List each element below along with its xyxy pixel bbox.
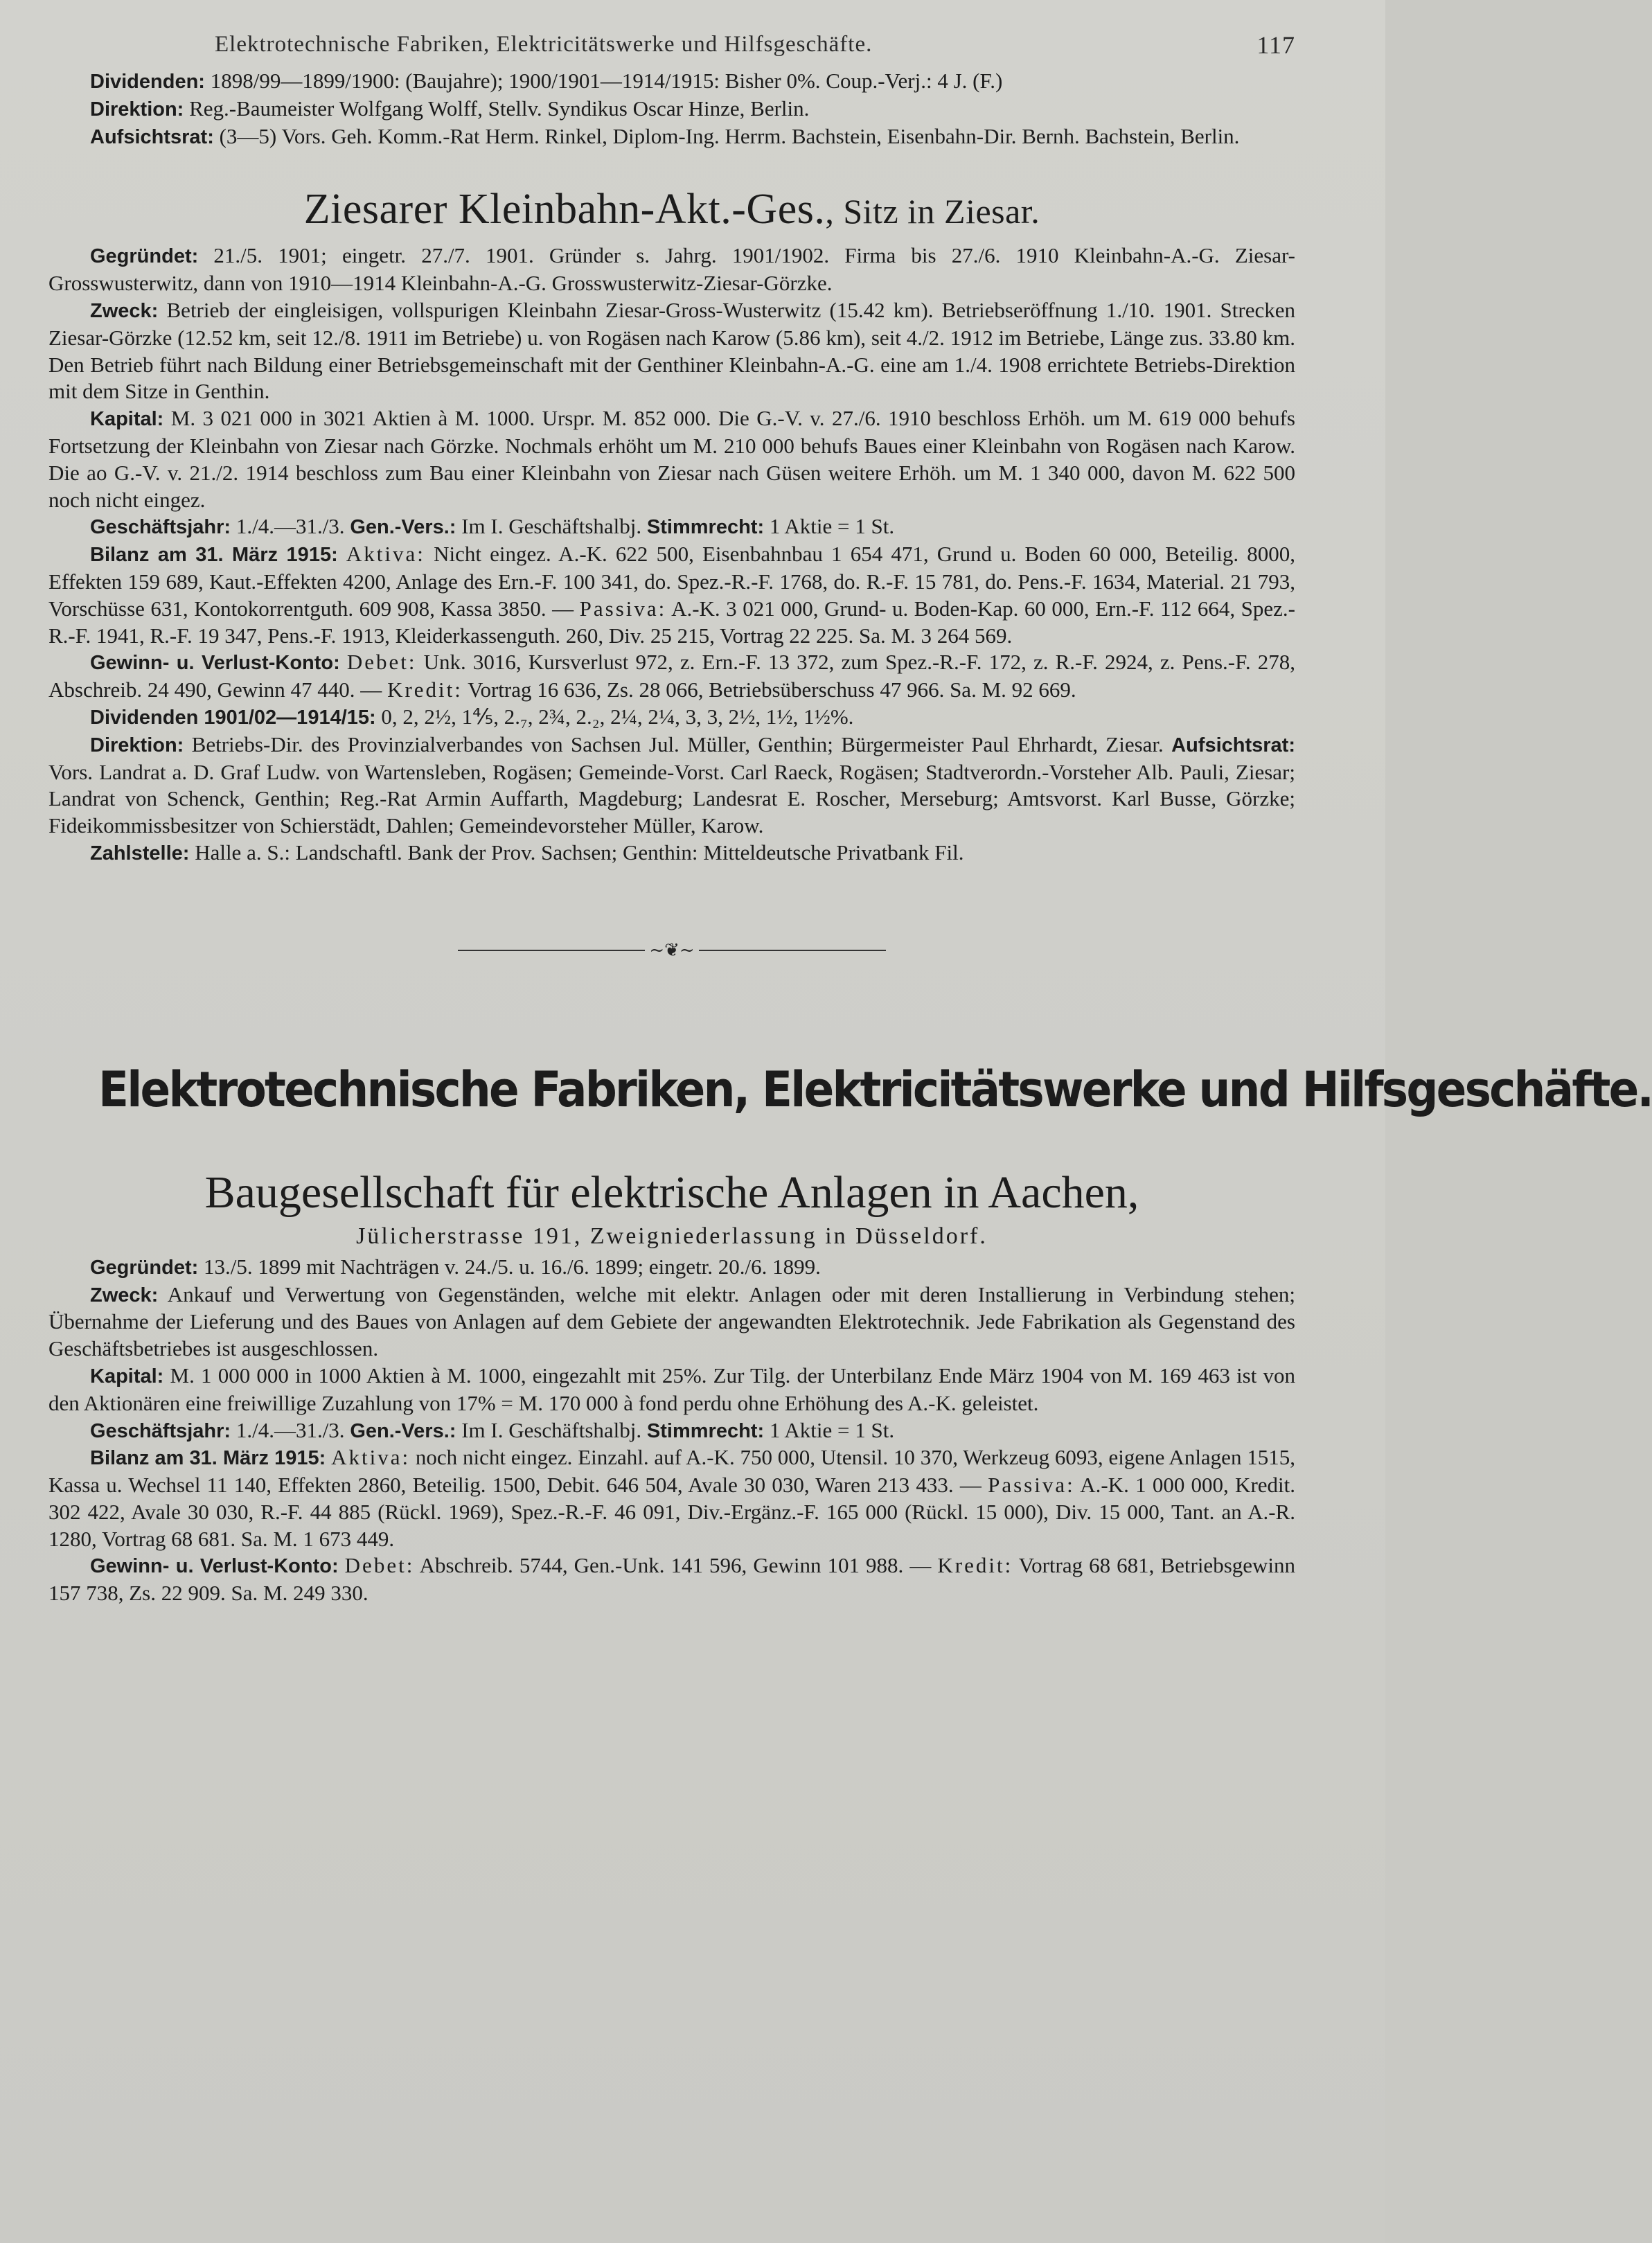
company-heading-ziesar xyxy=(48,185,1295,234)
stimmrecht-label: Stimmrecht: xyxy=(646,1419,765,1442)
direktion-label: Direktion: xyxy=(90,98,184,121)
gegruendet-paragraph xyxy=(48,1254,1295,1282)
aufsichtsrat-label: Aufsichtsrat: xyxy=(90,125,214,148)
debet-label: Debet: xyxy=(344,1553,415,1578)
guv-label: Gewinn- u. Verlust-Konto: xyxy=(90,652,340,675)
gegruendet-text: 21./5. 1901; eingetr. 27./7. 1901. Gründer s. Jahrg. 1901/1902. Firma bis 27./6. 1910 Kleinbahn-A.-G. Ziesar-Grosswusterwitz, dann von 1910—1914 Kleinbahn-A.-G. Grosswusterwitz-Ziesar-Görzke. xyxy=(48,243,1295,296)
dividenden-paragraph xyxy=(48,704,1295,732)
ornament-rule-right xyxy=(699,950,886,951)
guv-paragraph xyxy=(48,1552,1295,1607)
aufsichtsrat-text: (3—5) Vors. Geh. Komm.-Rat Herm. Rinkel, Diplom-Ing. Herrm. Bachstein, Eisenbahn-Dir. Bernh. Bachstein, Berlin. xyxy=(213,123,1240,148)
geschaeftsjahr-label: Geschäftsjahr: xyxy=(90,516,231,539)
debet-text: Unk. 3016, Kursverlust 972, z. Ern.-F. 13 372, zum Spez.-R.-F. 172, z. R.-F. 2924, z. Pens.-F. 278, Abschreib. 24 490, Gewinn 47 440. — xyxy=(48,650,1296,702)
zahlstelle-paragraph xyxy=(48,840,1295,867)
aktiva-text: Nicht eingez. A.-K. 622 500, Eisenbahnbau 1 654 471, Grund u. Boden 60 000, Beteilig. 8000, Effekten 159 689, Kaut.-Effekten 4200, Anlage des Ern.-F. 100 341, do. Spez.-R.-F. 1768, do. R.-F. 15 781, do. Pens.-F. 1634, Material. 21 793, Vorschüsse 631, Kontokorrentguth. 609 908, Kassa 3850. — xyxy=(48,542,1296,621)
flourish-icon: ~❦~ xyxy=(649,939,695,961)
dividenden-history-label: Dividenden 1901/02—1914/15: xyxy=(90,706,376,729)
direktion-aufsichtsrat-paragraph xyxy=(48,732,1295,840)
kapital-label: Kapital: xyxy=(90,1365,164,1388)
zweck-text: Ankauf und Verwertung von Gegenständen, welche mit elektr. Anlagen oder mit deren Installierung in Verbindung stehen; Übernahme der Lieferung und des Baues von Anlagen auf dem Gebiete der angewandten Elektrotechnik. Jede Fabrikation als Gegenstand des Geschäftsbetriebes ist ausgeschlossen. xyxy=(48,1282,1295,1361)
zweck-label: Zweck: xyxy=(90,1284,159,1306)
debet-label: Debet: xyxy=(346,650,417,675)
company-name: Ziesarer Kleinbahn-Akt.-Ges. xyxy=(303,186,826,233)
ornament-rule-left xyxy=(458,950,645,951)
zweck-paragraph xyxy=(48,297,1295,405)
zweck-text: Betrieb der eingleisigen, vollspurigen Kleinbahn Ziesar-Gross-Wusterwitz (15.42 km). Betriebseröffnung 1./10. 1901. Strecken Ziesar-Görzke (12.52 km, seit 12./8. 1911 im Betriebe) u. von Rogäsen nach Karow (5.86 km), seit 4./2. 1912 im Betriebe, Länge zus. 33.80 km. Den Betrieb führt nach Bildung einer Betriebsgemeinschaft mit der Genthiner Kleinbahn-A.-G. eine am 1./4. 1908 errichtete Betriebs-Direktion mit dem Sitze in Genthin. xyxy=(48,297,1295,404)
passiva-label: Passiva: xyxy=(988,1473,1075,1498)
geschaeftsjahr-label: Geschäftsjahr: xyxy=(90,1419,231,1442)
running-title: Elektrotechnische Fabriken, Elektricitätswerke und Hilfsgeschäfte. xyxy=(215,32,873,57)
kapital-text: M. 1 000 000 in 1000 Aktien à M. 1000, eingezahlt mit 25%. Zur Tilg. der Unterbilanz Ende März 1904 von M. 169 463 ist von den Aktionären eine freiwillige Zuzahlung von 17% = M. 170 000 à fond perdu ohne Erhöhung des A.-K. geleistet. xyxy=(48,1363,1295,1415)
geschaeftsjahr-paragraph xyxy=(48,1417,1295,1445)
bilanz-label: Bilanz am 31. März 1915: xyxy=(90,1447,326,1470)
aktiva-label: Aktiva: xyxy=(331,1445,411,1470)
kredit-label: Kredit: xyxy=(937,1553,1013,1578)
zweck-paragraph xyxy=(48,1282,1295,1363)
kapital-paragraph xyxy=(48,1363,1295,1417)
passiva-text: A.-K. 1 000 000, Kredit. 302 422, Avale 30 030, R.-F. 44 885 (Rückl. 1969), Spez.-R.-F. 46 091, Div.-Ergänz.-F. 165 000 (Rückl. 15 000), Div. 15 000, Tant. an A.-R. 1280, Vortrag 68 681. Sa. M. 1 673 449. xyxy=(48,1473,1295,1551)
prev-aufsichtsrat-paragraph xyxy=(48,123,1295,151)
company-heading-aachen: Baugesellschaft für elektrische Anlagen in Aachen, xyxy=(204,1167,1139,1218)
debet-text: Abschreib. 5744, Gen.-Unk. 141 596, Gewinn 101 988. — xyxy=(414,1553,938,1578)
aufsichtsrat-label: Aufsichtsrat: xyxy=(1171,734,1295,756)
section-ornament xyxy=(48,939,1295,961)
running-head xyxy=(48,26,1295,68)
stimmrecht-label: Stimmrecht: xyxy=(646,516,765,539)
geschaeftsjahr-paragraph xyxy=(48,513,1295,541)
kredit-text: Vortrag 68 681, Betriebsgewinn 157 738, Zs. 22 909. Sa. M. 249 330. xyxy=(48,1553,1296,1606)
page-number: 117 xyxy=(1256,31,1295,59)
gegruendet-label: Gegründet: xyxy=(90,1256,199,1279)
kapital-label: Kapital: xyxy=(90,408,164,431)
dividenden-text: 1898/99—1899/1900: (Baujahre); 1900/1901—1914/1915: Bisher 0%. Coup.-Verj.: 4 J. (F.) xyxy=(204,69,1003,93)
guv-label: Gewinn- u. Verlust-Konto: xyxy=(90,1555,339,1578)
company-sitz: , Sitz in Ziesar. xyxy=(825,192,1040,231)
aktiva-text: noch nicht eingez. Einzahl. auf A.-K. 750 000, Utensil. 10 370, Werkzeug 6093, eigene Anlagen 1515, Kassa u. Wechsel 11 140, Effekten 2860, Beteilig. 1500, Debit. 646 504, Avale 30 030, Waren 213 433. — xyxy=(48,1445,1295,1498)
kapital-paragraph xyxy=(48,405,1295,513)
section-heading: Elektrotechnische Fabriken, Elektricitätswerke und Hilfsgeschäfte. xyxy=(98,1061,1652,1118)
aktiva-label: Aktiva: xyxy=(346,542,425,567)
company-address: Jülicherstrasse 191, Zweigniederlassung in Düsseldorf. xyxy=(356,1223,988,1249)
zahlstelle-text: Halle a. S.: Landschaftl. Bank der Prov. Sachsen; Genthin: Mitteldeutsche Privatbank Fil. xyxy=(189,840,964,865)
guv-paragraph xyxy=(48,649,1295,704)
gen-vers-text: Im I. Geschäftshalbj. xyxy=(456,1417,647,1442)
kapital-text: M. 3 021 000 in 3021 Aktien à M. 1000. Urspr. M. 852 000. Die G.-V. v. 27./6. 1910 beschloss Erhöh. um M. 619 000 behufs Fortsetzung der Kleinbahn von Ziesar nach Görzke. Nochmals erhöht um M. 210 000 behufs Baues einer Kleinbahn von Rogäsen nach Karow. Die ao G.-V. v. 21./2. 1914 beschloss zum Bau einer Kleinbahn von Ziesar nach Güsen weitere Erhöh. um M. 1 340 000, davon M. 622 500 noch nicht eingez. xyxy=(48,406,1295,512)
stimmrecht-text: 1 Aktie = 1 St. xyxy=(764,514,895,539)
prev-direktion-paragraph xyxy=(48,96,1295,123)
geschaeftsjahr-text: 1./4.—31./3. xyxy=(231,1417,350,1442)
direktion-label: Direktion: xyxy=(90,734,184,756)
bilanz-paragraph xyxy=(48,541,1295,649)
bilanz-paragraph xyxy=(48,1444,1295,1552)
stimmrecht-text: 1 Aktie = 1 St. xyxy=(764,1417,895,1442)
gegruendet-label: Gegründet: xyxy=(90,245,199,268)
direktion-text: Reg.-Baumeister Wolfgang Wolff, Stellv. Syndikus Oscar Hinze, Berlin. xyxy=(184,96,810,121)
dividenden-label: Dividenden: xyxy=(90,71,205,93)
prev-dividenden-paragraph xyxy=(48,68,1295,96)
bilanz-label: Bilanz am 31. März 1915: xyxy=(90,544,338,567)
gen-vers-label: Gen.-Vers.: xyxy=(350,516,456,539)
zahlstelle-label: Zahlstelle: xyxy=(90,842,190,865)
gegruendet-paragraph xyxy=(48,242,1295,297)
dividenden-history-text: 0, 2, 2½, 1⅘, 2.₇, 2¾, 2.₂, 2¼, 2¼, 3, 3, 2½, 1½, 1½%. xyxy=(375,704,854,729)
passiva-label: Passiva: xyxy=(579,596,667,621)
geschaeftsjahr-text: 1./4.—31./3. xyxy=(231,514,350,539)
gen-vers-text: Im I. Geschäftshalbj. xyxy=(456,514,647,539)
gen-vers-label: Gen.-Vers.: xyxy=(350,1419,456,1442)
direktion-text: Betriebs-Dir. des Provinzialverbandes von Sachsen Jul. Müller, Genthin; Bürgermeister Paul Ehrhardt, Ziesar. xyxy=(184,732,1172,756)
kredit-text: Vortrag 16 636, Zs. 28 066, Betriebsüberschuss 47 966. Sa. M. 92 669. xyxy=(462,677,1076,702)
zweck-label: Zweck: xyxy=(90,299,159,322)
passiva-text: A.-K. 3 021 000, Grund- u. Boden-Kap. 60 000, Ern.-F. 112 664, Spez.-R.-F. 1941, R.-F. 19 347, Pens.-F. 1913, Kleiderkassenguth. 260, Div. 25 215, Vortrag 22 225. Sa. M. 3 264 569. xyxy=(48,596,1295,648)
kredit-label: Kredit: xyxy=(387,677,463,702)
gegruendet-text: 13./5. 1899 mit Nachträgen v. 24./5. u. 16./6. 1899; eingetr. 20./6. 1899. xyxy=(198,1254,821,1279)
aufsichtsrat-text: Vors. Landrat a. D. Graf Ludw. von Wartensleben, Rogäsen; Gemeinde-Vorst. Carl Raeck, Rogäsen; Stadtverordn.-Vorsteher Alb. Pauli, Ziesar; Landrat von Schenck, Genthin; Reg.-Rat Armin Auffarth, Magdeburg; Landesrat E. Roscher, Merseburg; Amtsvorst. Karl Busse, Görzke; Fideikommissbesitzer von Schierstädt, Dahlen; Gemeindevorsteher Müller, Karow. xyxy=(48,759,1295,838)
